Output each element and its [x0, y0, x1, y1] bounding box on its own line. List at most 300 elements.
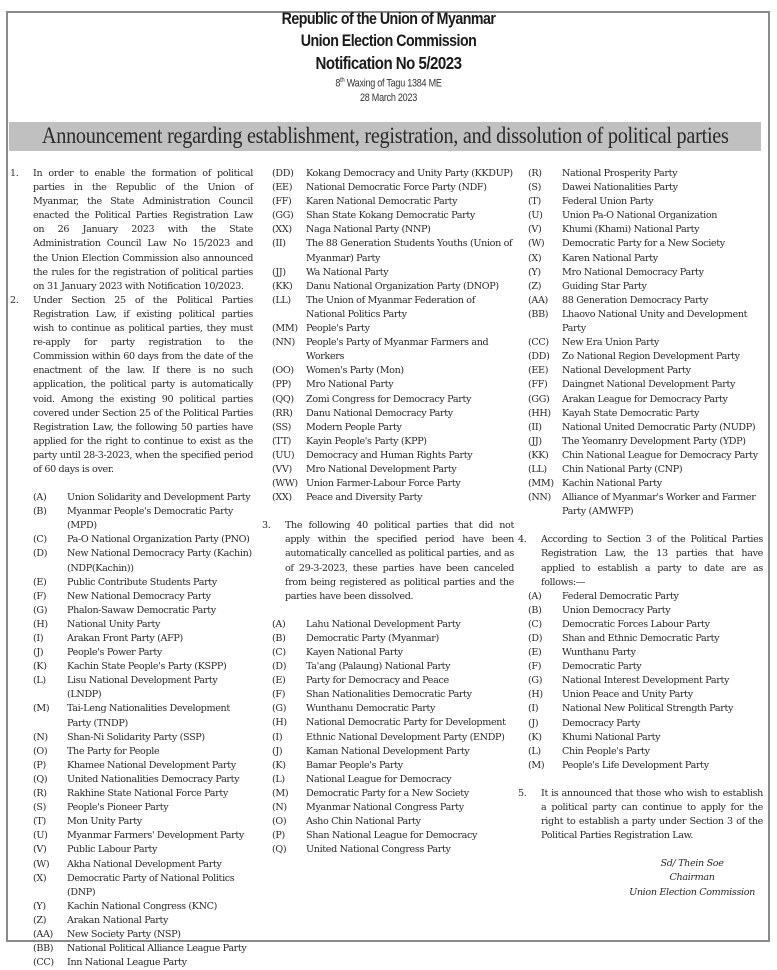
party-list-item [272, 829, 514, 843]
party-list-item [10, 956, 253, 970]
party-name: Phalon-Sawaw Democratic Party [67, 604, 216, 616]
dissolved-parties-list-2 [518, 167, 763, 519]
party-list-item [272, 477, 514, 491]
party-label: (JJ) [528, 435, 542, 447]
party-name: Union Farmer-Labour Force Party [306, 478, 461, 490]
party-list-item [10, 745, 253, 759]
party-list-item [272, 463, 514, 477]
party-name: New National Democracy Party [67, 590, 211, 602]
party-label: (R) [33, 788, 47, 800]
party-label: (Z) [33, 914, 47, 926]
party-list-item [528, 618, 763, 632]
party-name: Democratic Party for a New Society [306, 787, 469, 799]
party-label: (J) [33, 647, 44, 659]
party-name: Lisu National Development Party (LNDP) [67, 675, 218, 701]
party-name: The Union of Myanmar Federation of National Politics Party [306, 294, 475, 320]
section-text: Under Section 25 of the Political Parties Registration Law, if existing political parties wish to continue as political parties, they must re-apply for party registration to the Commission within 60 days from the date of the enactment of the law. If there is no such application, the political party is automatically void. Among the existing 90 political parties covered under Section 25 of the Political Parties Registration Law, the following 50 parties have applied for the right to continue to exist as the party until 28-3-2023, when the specified period of 60 days is over. [33, 294, 253, 475]
party-list-item [10, 914, 253, 928]
party-name: Rakhine State National Force Party [67, 788, 228, 800]
party-label: (K) [33, 661, 47, 673]
party-list-item [272, 266, 514, 280]
party-list-item [528, 604, 763, 618]
party-list-item [10, 674, 253, 702]
party-list-item [272, 731, 514, 745]
party-label: (SS) [272, 421, 292, 433]
party-label: (WW) [272, 478, 298, 490]
party-name: Shan Nationalities Democratic Party [306, 689, 472, 701]
party-list-item [528, 745, 763, 759]
party-name: Shan National League for Democracy [306, 830, 478, 842]
party-label: (C) [272, 647, 286, 658]
column-1 [10, 167, 253, 970]
continuing-parties-list-1 [10, 491, 253, 970]
party-label: (T) [528, 196, 541, 208]
party-list-item [272, 843, 514, 857]
party-name: Mro National Party [306, 379, 394, 391]
party-label: (B) [33, 506, 47, 518]
header-notification-number: Notification No 5/2023 [315, 53, 462, 73]
party-name: Wa National Party [306, 266, 389, 278]
party-name: Democratic Forces Labour Party [562, 618, 710, 630]
party-name: The 88 Generation Students Youths (Union of Myanmar) Party [306, 238, 513, 264]
section-number: 2. [10, 294, 19, 306]
party-name: Mon Unity Party [67, 816, 142, 828]
party-name: New National Democracy Party (Kachin) (NDP(Kachin)) [67, 548, 252, 574]
party-label: (H) [272, 717, 287, 729]
party-list-item [528, 449, 763, 463]
party-list-item [272, 773, 514, 787]
party-list-item [528, 463, 763, 477]
column-2 [262, 167, 514, 857]
party-label: (NN) [272, 337, 295, 349]
party-label: (N) [272, 802, 287, 814]
party-list-item [272, 364, 514, 378]
date-day: 8 [335, 77, 341, 90]
party-label: (E) [528, 647, 542, 659]
party-label: (Q) [272, 844, 287, 856]
party-list-item [528, 660, 763, 674]
party-list-item [528, 195, 763, 209]
party-name: Federal Union Party [562, 196, 654, 208]
new-parties-list [518, 590, 763, 773]
party-list-item [272, 195, 514, 209]
party-label: (G) [272, 703, 287, 715]
party-list-item [272, 237, 514, 265]
party-name: Ethnic National Development Party (ENDP) [306, 731, 505, 743]
party-list-item [272, 280, 514, 294]
party-name: National Prosperity Party [562, 168, 678, 179]
party-name: Wunthanu Democratic Party [306, 703, 436, 715]
party-label: (BB) [528, 308, 549, 320]
party-name: Akha National Development Party [67, 858, 222, 870]
party-list-item [528, 237, 763, 251]
party-list-item [272, 491, 514, 505]
party-name: Tai-Leng Nationalities Development Party (TNDP) [67, 703, 230, 729]
party-list-item [528, 393, 763, 407]
party-list-item [528, 223, 763, 237]
party-list-item [272, 393, 514, 407]
section-number: 5. [518, 787, 527, 799]
party-label: (U) [33, 830, 48, 842]
party-label: (GG) [272, 210, 294, 222]
party-label: (FF) [528, 379, 548, 391]
party-label: (JJ) [272, 266, 286, 278]
party-label: (L) [528, 745, 541, 757]
party-label: (EE) [272, 182, 293, 194]
party-label: (I) [33, 633, 44, 644]
party-name: Kachin National Congress (KNC) [67, 900, 218, 912]
party-list-item [10, 533, 253, 547]
party-name: Karen National Party [562, 252, 658, 264]
party-label: (V) [528, 224, 542, 236]
party-list-item [528, 294, 763, 308]
party-list-item [10, 787, 253, 801]
party-name: Mro National Democracy Party [562, 266, 704, 278]
party-name: Arakan League for Democracy Party [562, 393, 728, 405]
party-name: New Era Union Party [562, 337, 659, 349]
party-name: Shan and Ethnic Democratic Party [562, 633, 720, 644]
party-name: National Development Party [562, 365, 691, 377]
party-name: Danu National Organization Party (DNOP) [306, 280, 499, 292]
party-label: (GG) [528, 393, 550, 405]
party-name: Union Democracy Party [562, 604, 671, 616]
party-name: Union Solidarity and Development Party [67, 492, 251, 504]
party-list-item [272, 223, 514, 237]
party-list-item [10, 618, 253, 632]
party-name: United Nationalities Democracy Party [67, 773, 240, 785]
dissolved-parties-list-1 [262, 618, 514, 858]
party-name: Daingnet National Development Party [562, 379, 736, 391]
party-label: (RR) [272, 407, 293, 419]
party-label: (F) [33, 590, 47, 602]
party-name: United National Congress Party [306, 844, 451, 856]
party-list-item [528, 717, 763, 731]
party-name: People's Life Development Party [562, 759, 709, 771]
party-name: National Unity Party [67, 618, 161, 630]
party-name: Chin People's Party [562, 745, 650, 757]
party-list-item [272, 407, 514, 421]
party-label: (X) [528, 252, 542, 264]
party-list-item [10, 576, 253, 590]
party-name: Danu National Democracy Party [306, 407, 453, 419]
party-list-item [272, 378, 514, 392]
party-list-item [272, 435, 514, 449]
party-label: (O) [272, 816, 287, 828]
announcement-banner [9, 122, 761, 151]
party-list-item [528, 181, 763, 195]
party-label: (TT) [272, 435, 292, 447]
party-label: (D) [272, 661, 287, 673]
party-label: (C) [528, 618, 542, 630]
party-label: (S) [33, 802, 47, 814]
header-organization: Union Election Commission [300, 32, 477, 50]
party-label: (HH) [528, 407, 551, 419]
party-name: Kachin State People's Party (KSPP) [67, 661, 227, 673]
party-label: (Y) [33, 900, 46, 912]
party-list-item [272, 716, 514, 730]
party-list-item [10, 815, 253, 829]
section-5 [518, 787, 763, 843]
party-list-item [10, 646, 253, 660]
party-list-item [272, 674, 514, 688]
party-label: (E) [33, 576, 47, 588]
party-list-item [10, 843, 253, 857]
party-name: Naga National Party (NNP) [306, 224, 431, 236]
party-name: Zomi Congress for Democracy Party [306, 393, 472, 405]
party-name: Democracy Party [562, 717, 641, 729]
party-name: Democratic Party of National Politics (DNP) [67, 872, 235, 898]
party-label: (AA) [528, 294, 548, 306]
party-label: (G) [33, 604, 48, 616]
party-label: (CC) [528, 337, 549, 349]
party-list-item [272, 322, 514, 336]
party-list-item [272, 294, 514, 322]
party-name: New Society Party (NSP) [67, 928, 181, 940]
party-name: Peace and Diversity Party [306, 492, 423, 504]
party-list-item [528, 421, 763, 435]
party-list-item [272, 449, 514, 463]
signoff [518, 857, 763, 899]
party-label: (K) [272, 759, 286, 771]
party-label: (G) [528, 675, 543, 687]
party-name: Kayin People's Party (KPP) [306, 435, 427, 447]
party-label: (CC) [33, 957, 54, 969]
party-label: (F) [528, 661, 542, 673]
party-label: (EE) [528, 365, 549, 377]
party-label: (W) [33, 858, 50, 870]
section-text: In order to enable the formation of political parties in the Republic of the Union of Myanmar, the State Administration Council enacted the Political Parties Registration Law on 26 January 2023 with the State Administration Council Law No 15/2023 and the Union Election Commission also announced the rules for the registration of political parties on 31 January 2023 with Notification 10/2023. [33, 168, 253, 292]
party-label: (OO) [272, 365, 294, 377]
column-3 [518, 167, 763, 900]
party-list-item [528, 336, 763, 350]
party-label: (F) [272, 689, 286, 701]
party-name: Democratic Party [562, 661, 642, 673]
party-list-item [272, 787, 514, 801]
party-label: (C) [33, 534, 47, 546]
party-list-item [528, 364, 763, 378]
party-name: Federal Democratic Party [562, 590, 679, 602]
party-label: (II) [272, 238, 286, 250]
party-list-item [272, 759, 514, 773]
party-label: (Y) [528, 266, 541, 278]
party-name: Karen National Democratic Party [306, 196, 458, 208]
party-name: Union Pa-O National Organization [562, 210, 718, 222]
party-label: (VV) [272, 463, 292, 475]
party-name: Kaman National Development Party [306, 745, 470, 757]
party-list-item [10, 491, 253, 505]
party-name: National Interest Development Party [562, 675, 730, 687]
party-name: Khumi (Khami) National Party [562, 224, 700, 236]
party-list-item [272, 702, 514, 716]
party-name: Shan State Kokang Democratic Party [306, 210, 475, 222]
party-name: People's Pioneer Party [67, 802, 169, 814]
party-label: (D) [528, 633, 543, 644]
party-list-item [272, 660, 514, 674]
party-name: Guiding Star Party [562, 280, 647, 292]
party-list-item [10, 900, 253, 914]
party-label: (E) [272, 675, 286, 687]
date-rest: Waxing of Tagu 1384 ME [344, 77, 442, 90]
signatory-organization: Union Election Commission [629, 886, 755, 898]
party-name: National Democratic Force Party (NDF) [306, 182, 487, 194]
party-list-item [528, 209, 763, 223]
party-list-item [272, 167, 514, 181]
party-list-item [528, 308, 763, 336]
party-name: People's Party of Myanmar Farmers and Workers [306, 337, 489, 363]
party-list-item [272, 688, 514, 702]
party-label: (BB) [33, 943, 54, 955]
party-name: Lhaovo National Unity and Development Party [562, 308, 748, 335]
party-label: (MM) [272, 323, 298, 335]
party-list-item [10, 604, 253, 618]
party-label: (I) [272, 731, 283, 743]
party-list-item [528, 280, 763, 294]
party-label: (II) [528, 421, 542, 433]
party-label: (D) [33, 548, 48, 560]
party-label: (J) [528, 717, 539, 729]
party-label: (FF) [272, 196, 292, 208]
party-list-item [272, 181, 514, 195]
party-list-item [10, 547, 253, 575]
party-name: Chin National League for Democracy Party [562, 449, 758, 461]
party-name: Ta'ang (Palaung) National Party [306, 661, 451, 673]
party-name: Khamee National Development Party [67, 759, 236, 771]
party-list-item [528, 702, 763, 716]
party-label: (UU) [272, 449, 295, 461]
party-name: Myanmar Farmers' Development Party [67, 830, 244, 842]
party-name: Kachin National Party [562, 478, 662, 490]
party-name: Shan-Ni Solidarity Party (SSP) [67, 731, 205, 743]
continuing-parties-list-2 [262, 167, 514, 505]
party-name: Chin National Party (CNP) [562, 463, 683, 475]
party-name: Myanmar National Congress Party [306, 802, 464, 814]
party-name: Kokang Democracy and Unity Party (KKDUP) [306, 168, 513, 179]
party-list-item [10, 731, 253, 745]
party-name: Kayah State Democratic Party [562, 407, 700, 419]
party-list-item [10, 829, 253, 843]
party-label: (H) [528, 689, 543, 701]
party-label: (I) [528, 703, 539, 715]
party-name: Khumi National Party [562, 731, 661, 743]
section-number: 1. [10, 168, 19, 179]
party-label: (XX) [272, 492, 292, 504]
party-list-item [528, 407, 763, 421]
party-name: Myanmar People's Democratic Party (MPD) [67, 506, 233, 532]
party-name: 88 Generation Democracy Party [562, 294, 708, 306]
party-list-item [528, 759, 763, 773]
party-label: (O) [33, 745, 48, 757]
party-label: (A) [528, 590, 542, 602]
party-list-item [528, 632, 763, 646]
section-4 [518, 533, 763, 589]
party-name: Public Contribute Students Party [67, 576, 217, 588]
party-list-item [10, 928, 253, 942]
party-label: (H) [33, 618, 48, 630]
party-name: Women's Party (Mon) [306, 365, 404, 377]
party-label: (K) [528, 731, 542, 743]
signature: Sd/ Thein Soe [660, 858, 724, 870]
signatory-title: Chairman [669, 872, 715, 884]
party-name: People's Party [306, 323, 370, 335]
party-name: Inn National League Party [67, 957, 187, 969]
party-name: Lahu National Development Party [306, 618, 461, 630]
party-label: (DD) [272, 168, 294, 179]
party-label: (A) [272, 618, 286, 630]
party-list-item [10, 759, 253, 773]
party-label: (MM) [528, 478, 554, 490]
party-list-item [528, 590, 763, 604]
party-label: (W) [528, 238, 545, 250]
party-name: Arakan Front Party (AFP) [67, 633, 183, 644]
party-label: (Q) [33, 773, 48, 785]
party-label: (P) [272, 830, 285, 842]
party-list-item [528, 646, 763, 660]
party-list-item [528, 731, 763, 745]
party-list-item [528, 674, 763, 688]
party-name: Democratic Party for a New Society [562, 238, 725, 250]
section-1 [10, 167, 253, 294]
party-list-item [10, 660, 253, 674]
party-list-item [528, 477, 763, 491]
party-list-item [10, 801, 253, 815]
party-list-item [272, 632, 514, 646]
party-name: Democratic Party (Myanmar) [306, 632, 439, 644]
party-label: (KK) [272, 280, 293, 292]
party-list-item [272, 801, 514, 815]
party-list-item [528, 252, 763, 266]
party-label: (NN) [528, 492, 551, 504]
party-label: (U) [528, 210, 543, 222]
party-label: (V) [33, 844, 47, 856]
party-list-item [528, 266, 763, 280]
party-list-item [10, 632, 253, 646]
party-name: Mro National Development Party [306, 463, 457, 475]
party-name: Dawei Nationalities Party [562, 182, 678, 194]
section-text: The following 40 political parties that did not apply within the specified period have been automatically cancelled as political parties, and as of 29-3-2023, these parties have been canceled from being registered as political parties and the parties have been dissolved. [285, 520, 514, 602]
section-text: According to Section 3 of the Political Parties Registration Law, the 13 parties that have applied to establish a party to date are as follows:— [541, 534, 763, 588]
party-name: Pa-O National Organization Party (PNO) [67, 534, 250, 546]
party-list-item [10, 872, 253, 900]
party-name: Union Peace and Unity Party [562, 689, 693, 701]
party-name: Zo National Region Development Party [562, 351, 740, 363]
party-list-item [272, 646, 514, 660]
party-label: (XX) [272, 224, 292, 236]
party-name: Party for Democracy and Peace [306, 675, 449, 687]
party-label: (M) [272, 787, 289, 799]
party-label: (L) [272, 773, 285, 785]
party-name: National Political Alliance League Party [67, 943, 247, 955]
party-label: (P) [33, 759, 46, 771]
party-name: National New Political Strength Party [562, 703, 734, 715]
party-label: (R) [528, 168, 542, 179]
party-list-item [272, 209, 514, 223]
party-label: (T) [33, 816, 46, 828]
party-name: Bamar People's Party [306, 759, 403, 771]
notice-header [0, 8, 777, 105]
header-gregorian-date: 28 March 2023 [360, 91, 417, 104]
party-list-item [10, 702, 253, 730]
party-label: (DD) [528, 351, 550, 363]
party-label: (B) [272, 632, 286, 644]
party-list-item [10, 590, 253, 604]
party-label: (B) [528, 604, 542, 616]
party-list-item [528, 491, 763, 519]
party-list-item [528, 350, 763, 364]
party-name: People's Power Party [67, 647, 162, 659]
party-label: (N) [33, 731, 48, 743]
section-2 [10, 294, 253, 477]
party-name: Democracy and Human Rights Party [306, 449, 473, 461]
